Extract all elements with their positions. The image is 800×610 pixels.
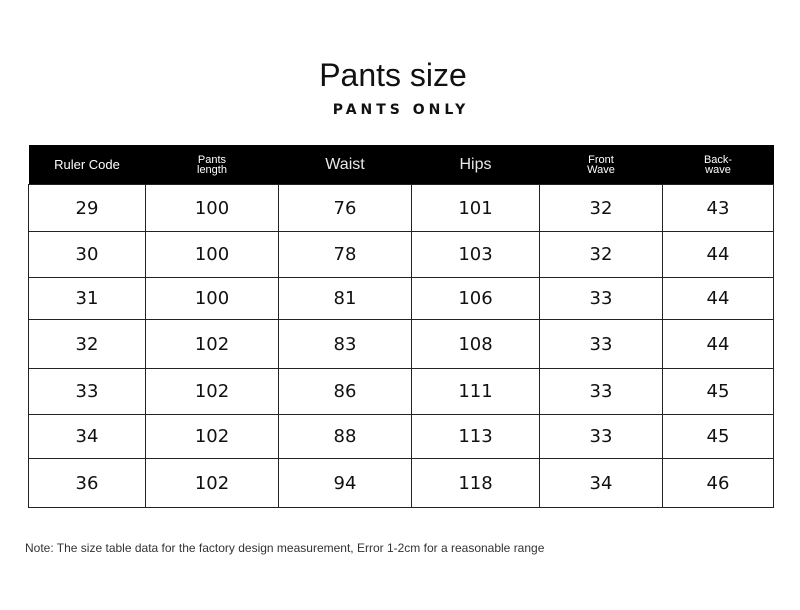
header-ruler-code: Ruler Code (29, 145, 146, 185)
table-cell: 46 (663, 459, 774, 508)
table-cell: 103 (412, 232, 540, 278)
table-cell: 44 (663, 232, 774, 278)
table-cell: 30 (29, 232, 146, 278)
header-row (29, 145, 774, 185)
table-cell: 34 (540, 459, 663, 508)
header-front-wave: Front Wave (587, 153, 615, 176)
table-cell: 33 (540, 320, 663, 369)
table-row (29, 320, 774, 369)
table-cell: 76 (279, 185, 412, 232)
table-row (29, 369, 774, 415)
page-title: Pants size (319, 57, 467, 93)
table-row (29, 415, 774, 459)
table-row (29, 278, 774, 320)
table-cell: 94 (279, 459, 412, 508)
table-cell: 108 (412, 320, 540, 369)
table-cell: 102 (146, 459, 279, 508)
table-row (29, 459, 774, 508)
table-cell: 88 (279, 415, 412, 459)
table-cell: 118 (412, 459, 540, 508)
measurement-note: Note: The size table data for the factory design measurement, Error 1-2cm for a reasonable range (25, 541, 545, 555)
page-subtitle: PANTS ONLY (332, 102, 470, 118)
table-cell: 100 (146, 278, 279, 320)
table-cell: 81 (279, 278, 412, 320)
table-cell: 36 (29, 459, 146, 508)
table-cell: 113 (412, 415, 540, 459)
table-cell: 83 (279, 320, 412, 369)
table-cell: 102 (146, 415, 279, 459)
table-cell: 33 (540, 415, 663, 459)
table-cell: 101 (412, 185, 540, 232)
header-waist: Waist (279, 145, 412, 185)
table-cell: 111 (412, 369, 540, 415)
size-table (28, 145, 774, 508)
table-cell: 43 (663, 185, 774, 232)
table-cell: 34 (29, 415, 146, 459)
table-cell: 86 (279, 369, 412, 415)
table-row (29, 232, 774, 278)
table-cell: 33 (29, 369, 146, 415)
table-cell: 33 (540, 369, 663, 415)
table-cell: 29 (29, 185, 146, 232)
table-cell: 32 (29, 320, 146, 369)
table-cell: 100 (146, 232, 279, 278)
size-table-header (29, 145, 774, 185)
table-cell: 33 (540, 278, 663, 320)
header-pants-length: Pants length (197, 153, 227, 176)
header-hips: Hips (412, 145, 540, 185)
table-cell: 45 (663, 369, 774, 415)
table-cell: 100 (146, 185, 279, 232)
size-table-body (29, 185, 774, 508)
table-cell: 102 (146, 320, 279, 369)
table-cell: 44 (663, 278, 774, 320)
table-cell: 102 (146, 369, 279, 415)
table-row (29, 185, 774, 232)
table-cell: 106 (412, 278, 540, 320)
table-cell: 32 (540, 185, 663, 232)
table-cell: 45 (663, 415, 774, 459)
header-back-wave: Back-wave (703, 153, 733, 176)
table-cell: 44 (663, 320, 774, 369)
table-cell: 31 (29, 278, 146, 320)
table-cell: 78 (279, 232, 412, 278)
table-cell: 32 (540, 232, 663, 278)
